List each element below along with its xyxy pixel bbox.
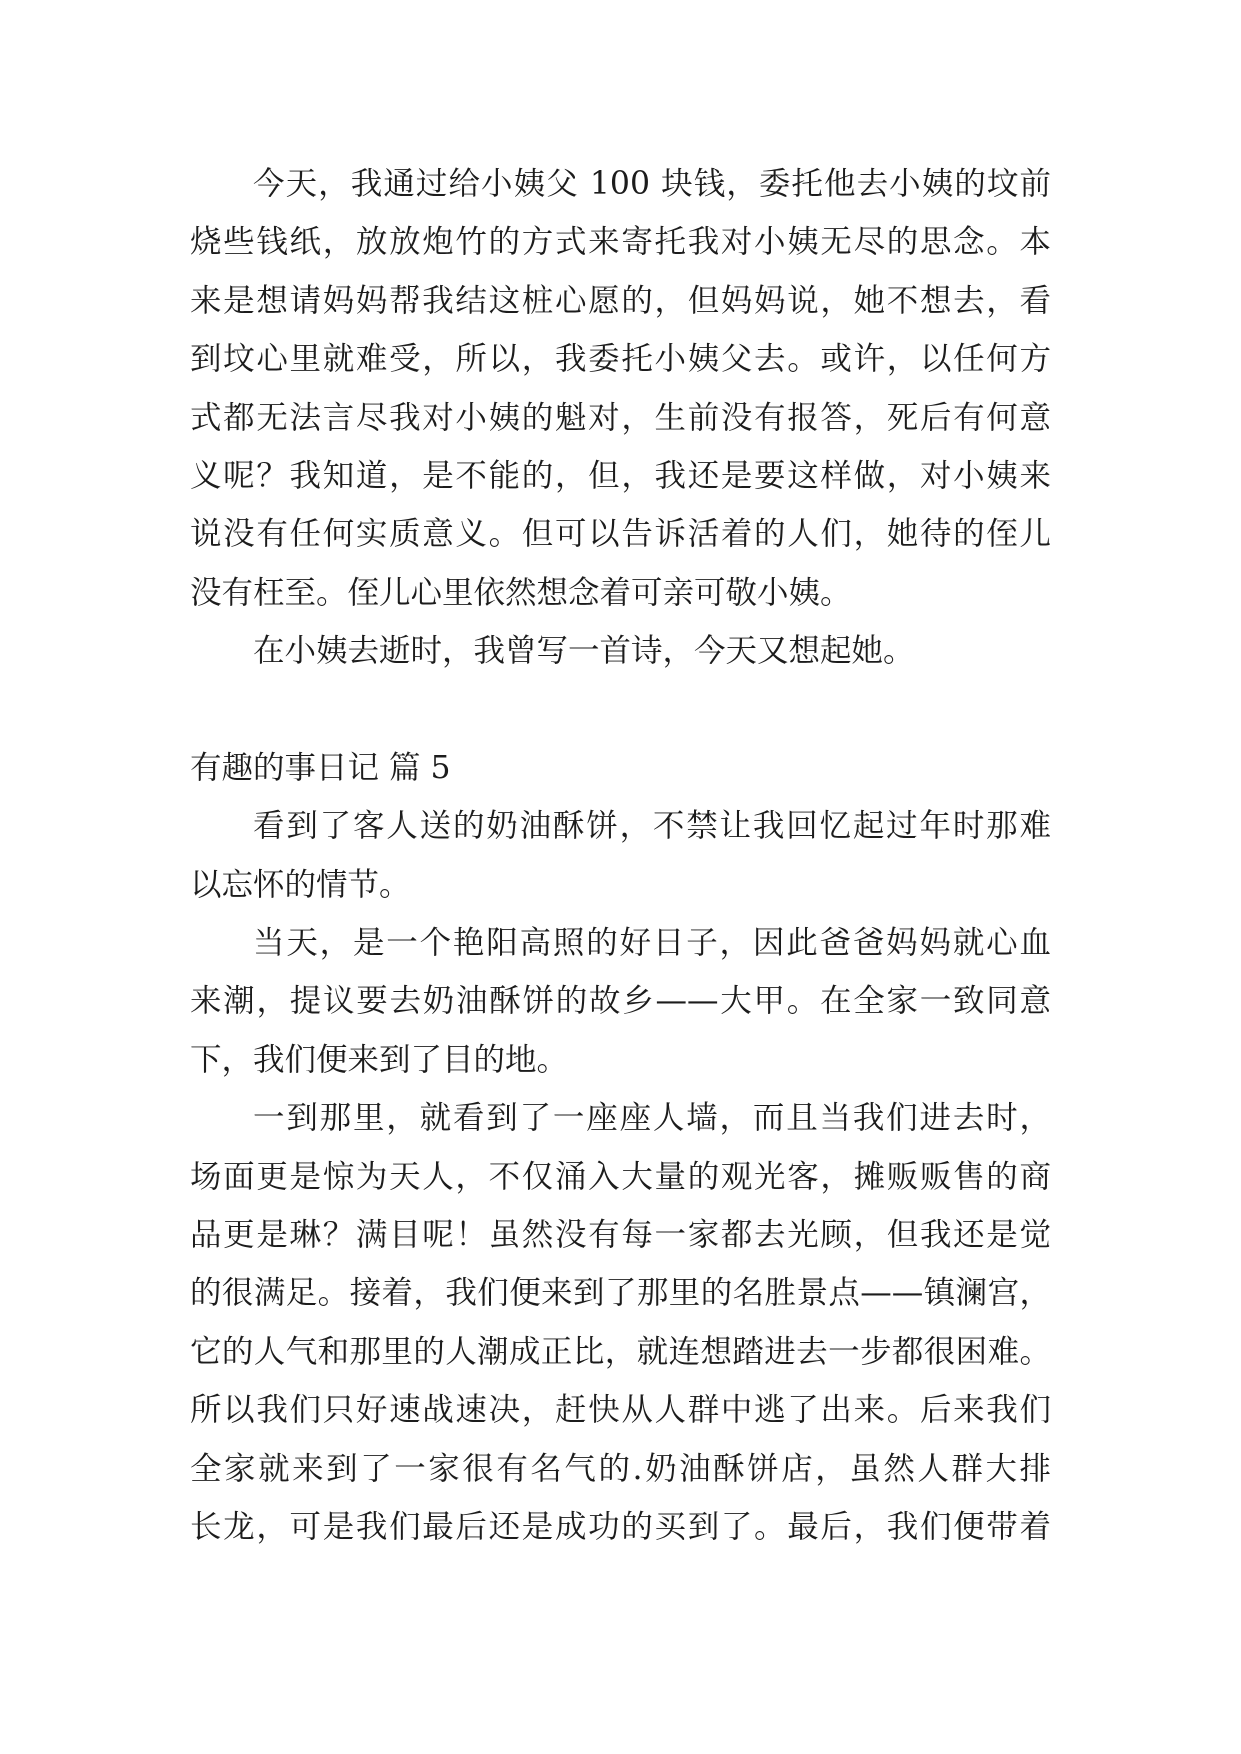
paragraph bbox=[190, 1089, 1051, 1556]
text-line: 长龙，可是我们最后还是成功的买到了。最后，我们便带着 bbox=[190, 1508, 1051, 1545]
text-line: 品更是琳？满目呢！虽然没有每一家都去光顾，但我还是觉 bbox=[190, 1217, 1051, 1254]
text-line: 说没有任何实质意义。但可以告诉活着的人们，她待的侄儿 bbox=[190, 516, 1051, 553]
text-line: 它的人气和那里的人潮成正比，就连想踏进去一步都很困难。 bbox=[190, 1333, 1051, 1370]
paragraph bbox=[190, 914, 1051, 1089]
paragraph bbox=[190, 797, 1051, 914]
text-line: 当天，是一个艳阳高照的好日子，因此爸爸妈妈就心血 bbox=[253, 925, 1051, 962]
paragraph bbox=[190, 155, 1051, 622]
text-line: 所以我们只好速战速决，赶快从人群中逃了出来。后来我们 bbox=[190, 1392, 1051, 1429]
text-line: 全家就来到了一家很有名气的.奶油酥饼店，虽然人群大排 bbox=[190, 1450, 1051, 1487]
text-line: 来是想请妈妈帮我结这桩心愿的，但妈妈说，她不想去，看 bbox=[190, 282, 1051, 319]
text-line: 在小姨去逝时，我曾写一首诗，今天又想起她。 bbox=[253, 633, 915, 670]
document-body bbox=[190, 155, 1051, 1556]
text-line: 今天，我通过给小姨父 100 块钱，委托他去小姨的坟前 bbox=[253, 166, 1051, 202]
text-line: 义呢？我知道，是不能的，但，我还是要这样做，对小姨来 bbox=[190, 457, 1051, 494]
text-line: 一到那里，就看到了一座座人墙，而且当我们进去时， bbox=[253, 1100, 1051, 1137]
text-line: 到坟心里就难受，所以，我委托小姨父去。或许，以任何方 bbox=[190, 341, 1051, 378]
text-line: 的很满足。接着，我们便来到了那里的名胜景点——镇澜宫， bbox=[190, 1275, 1051, 1312]
text-line: 式都无法言尽我对小姨的魁对，生前没有报答，死后有何意 bbox=[190, 399, 1051, 436]
text-line: 看到了客人送的奶油酥饼，不禁让我回忆起过年时那难 bbox=[253, 808, 1051, 845]
text-line: 下，我们便来到了目的地。 bbox=[190, 1041, 569, 1078]
text-line: 以忘怀的情节。 bbox=[190, 866, 411, 903]
text-line: 场面更是惊为天人，不仅涌入大量的观光客，摊贩贩售的商 bbox=[190, 1158, 1051, 1195]
text-line: 来潮，提议要去奶油酥饼的故乡——大甲。在全家一致同意 bbox=[190, 983, 1051, 1020]
text-line: 烧些钱纸，放放炮竹的方式来寄托我对小姨无尽的思念。本 bbox=[190, 224, 1051, 261]
section-heading: 有趣的事日记 篇 5 bbox=[190, 749, 451, 786]
paragraph bbox=[190, 622, 1051, 680]
blank-line bbox=[190, 681, 1051, 739]
text-line: 没有枉至。侄儿心里依然想念着可亲可敬小姨。 bbox=[190, 574, 852, 611]
